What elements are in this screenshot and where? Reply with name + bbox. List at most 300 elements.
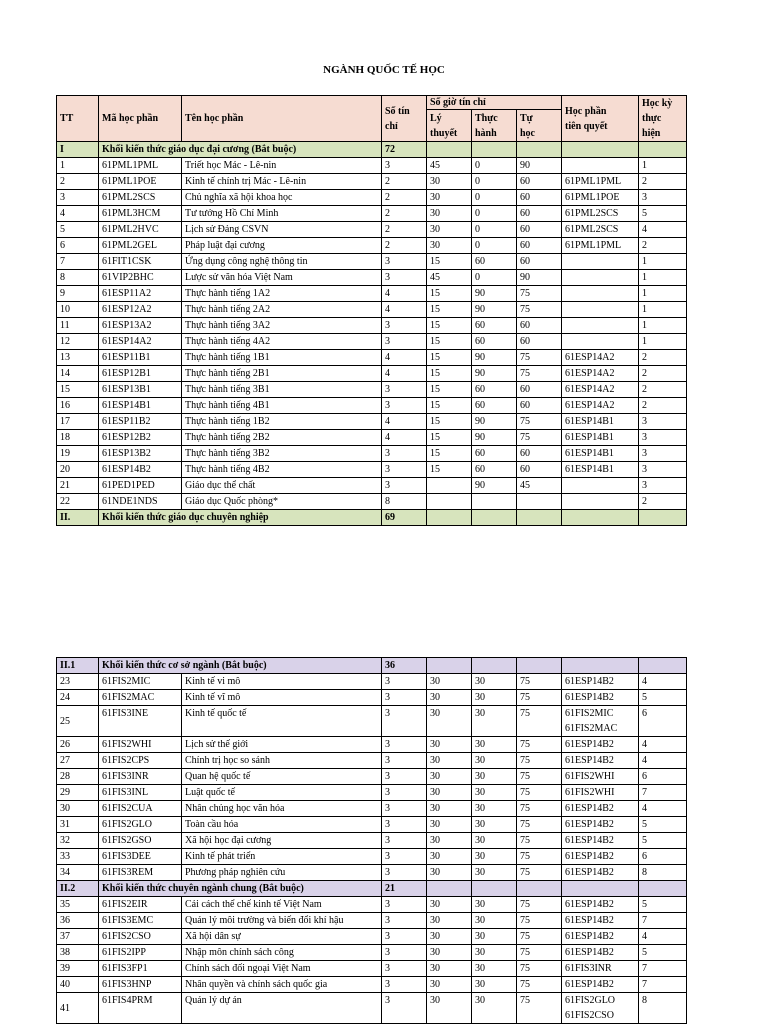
course-semester: 3 xyxy=(639,446,687,462)
course-semester: 8 xyxy=(639,865,687,881)
course-practice-hours: 30 xyxy=(472,993,517,1024)
course-semester: 7 xyxy=(639,913,687,929)
course-prerequisite: 61PML1PML xyxy=(562,238,639,254)
course-row xyxy=(57,706,687,737)
course-credits: 3 xyxy=(382,737,427,753)
course-theory-hours: 30 xyxy=(427,865,472,881)
course-row xyxy=(57,206,687,222)
course-row xyxy=(57,785,687,801)
course-theory-hours: 15 xyxy=(427,254,472,270)
course-index: 20 xyxy=(57,462,99,478)
course-theory-hours: 30 xyxy=(427,753,472,769)
course-prerequisite: 61FIS2WHI xyxy=(562,769,639,785)
curriculum-table-general xyxy=(56,95,687,526)
course-index: 18 xyxy=(57,430,99,446)
header-theory-line1: Lý xyxy=(430,112,442,124)
course-semester: 6 xyxy=(639,849,687,865)
course-prerequisite xyxy=(562,270,639,286)
course-name: Thực hành tiếng 4B1 xyxy=(182,398,382,414)
course-semester: 3 xyxy=(639,190,687,206)
course-practice-hours: 0 xyxy=(472,174,517,190)
course-semester: 2 xyxy=(639,398,687,414)
course-credits: 3 xyxy=(382,993,427,1024)
course-index: 25 xyxy=(57,706,99,737)
course-row xyxy=(57,190,687,206)
course-practice-hours: 30 xyxy=(472,945,517,961)
course-self-study-hours: 75 xyxy=(517,674,562,690)
empty-cell xyxy=(517,658,562,674)
course-prerequisite xyxy=(562,478,639,494)
course-name: Giáo dục thể chất xyxy=(182,478,382,494)
course-prerequisite: 61ESP14B2 xyxy=(562,897,639,913)
course-code: 61FIS2CUA xyxy=(99,801,182,817)
course-name: Chủ nghĩa xã hội khoa học xyxy=(182,190,382,206)
course-row xyxy=(57,414,687,430)
course-credits: 3 xyxy=(382,801,427,817)
course-index: 12 xyxy=(57,334,99,350)
course-row xyxy=(57,945,687,961)
course-self-study-hours: 75 xyxy=(517,929,562,945)
course-index: 35 xyxy=(57,897,99,913)
course-index: 41 xyxy=(57,993,99,1024)
course-theory-hours: 15 xyxy=(427,382,472,398)
course-code: 61ESP13B1 xyxy=(99,382,182,398)
course-semester: 1 xyxy=(639,158,687,174)
empty-cell xyxy=(517,142,562,158)
course-code: 61PML1PML xyxy=(99,158,182,174)
header-theory xyxy=(427,110,472,142)
header-semester xyxy=(639,96,687,142)
course-prerequisite: 61ESP14B2 xyxy=(562,945,639,961)
course-index: 31 xyxy=(57,817,99,833)
course-row xyxy=(57,849,687,865)
course-self-study-hours: 75 xyxy=(517,706,562,737)
course-theory-hours xyxy=(427,494,472,510)
empty-cell xyxy=(562,142,639,158)
course-practice-hours: 60 xyxy=(472,334,517,350)
course-semester: 1 xyxy=(639,318,687,334)
course-row xyxy=(57,817,687,833)
course-self-study-hours: 45 xyxy=(517,478,562,494)
course-semester: 1 xyxy=(639,302,687,318)
header-practice-line2: hành xyxy=(475,127,497,139)
course-self-study-hours: 75 xyxy=(517,690,562,706)
course-code: 61FIS2IPP xyxy=(99,945,182,961)
course-code: 61PED1PED xyxy=(99,478,182,494)
header-course-name: Tên học phần xyxy=(182,96,382,142)
course-name: Xã hội học đại cương xyxy=(182,833,382,849)
course-name: Thực hành tiếng 2A2 xyxy=(182,302,382,318)
course-self-study-hours: 75 xyxy=(517,350,562,366)
course-theory-hours: 30 xyxy=(427,801,472,817)
course-index: 29 xyxy=(57,785,99,801)
course-name: Thực hành tiếng 1B2 xyxy=(182,414,382,430)
course-name: Lịch sử Đảng CSVN xyxy=(182,222,382,238)
course-self-study-hours: 75 xyxy=(517,817,562,833)
course-code: 61PML2SCS xyxy=(99,190,182,206)
course-practice-hours: 90 xyxy=(472,430,517,446)
course-self-study-hours: 75 xyxy=(517,993,562,1024)
course-name: Kinh tế vĩ mô xyxy=(182,690,382,706)
course-theory-hours: 15 xyxy=(427,350,472,366)
course-index: 14 xyxy=(57,366,99,382)
course-practice-hours: 30 xyxy=(472,865,517,881)
course-code: 61FIS3EMC xyxy=(99,913,182,929)
course-name: Nhân quyền và chính sách quốc gia xyxy=(182,977,382,993)
course-self-study-hours: 60 xyxy=(517,254,562,270)
course-code: 61PML3HCM xyxy=(99,206,182,222)
course-self-study-hours: 75 xyxy=(517,833,562,849)
course-semester: 5 xyxy=(639,206,687,222)
course-semester: 4 xyxy=(639,929,687,945)
prerequisite-item: 61FIS2MIC xyxy=(565,708,614,719)
course-credits: 3 xyxy=(382,254,427,270)
section-number: I xyxy=(57,142,99,158)
course-semester: 7 xyxy=(639,785,687,801)
course-row xyxy=(57,302,687,318)
course-semester: 7 xyxy=(639,977,687,993)
course-code: 61NDE1NDS xyxy=(99,494,182,510)
course-practice-hours: 30 xyxy=(472,913,517,929)
header-tt: TT xyxy=(57,96,99,142)
course-index: 15 xyxy=(57,382,99,398)
course-semester: 2 xyxy=(639,174,687,190)
course-theory-hours: 30 xyxy=(427,737,472,753)
header-credit-hours: Số giờ tín chỉ xyxy=(427,96,562,110)
course-practice-hours: 60 xyxy=(472,382,517,398)
course-name: Pháp luật đại cương xyxy=(182,238,382,254)
curriculum-table-professional xyxy=(56,657,687,1024)
course-credits: 2 xyxy=(382,222,427,238)
header-semester-line3: hiện xyxy=(642,128,661,139)
course-prerequisite: 61ESP14B2 xyxy=(562,817,639,833)
course-theory-hours: 30 xyxy=(427,833,472,849)
course-credits: 3 xyxy=(382,382,427,398)
course-code: 61PML1POE xyxy=(99,174,182,190)
course-self-study-hours: 60 xyxy=(517,238,562,254)
header-theory-line2: thuyết xyxy=(430,127,458,139)
course-theory-hours: 15 xyxy=(427,414,472,430)
course-name: Toàn cầu hóa xyxy=(182,817,382,833)
course-theory-hours: 30 xyxy=(427,913,472,929)
section-number: II.2 xyxy=(57,881,99,897)
empty-cell xyxy=(472,658,517,674)
course-code: 61FIT1CSK xyxy=(99,254,182,270)
course-prerequisite xyxy=(562,334,639,350)
course-practice-hours: 60 xyxy=(472,398,517,414)
course-index: 26 xyxy=(57,737,99,753)
course-code: 61FIS2CPS xyxy=(99,753,182,769)
course-credits: 3 xyxy=(382,945,427,961)
course-prerequisite: 61PML2SCS xyxy=(562,222,639,238)
empty-cell xyxy=(427,510,472,526)
empty-cell xyxy=(562,881,639,897)
course-practice-hours: 30 xyxy=(472,785,517,801)
course-name: Lịch sử thế giới xyxy=(182,737,382,753)
course-name: Kinh tế chính trị Mác - Lê-nin xyxy=(182,174,382,190)
course-credits: 3 xyxy=(382,318,427,334)
course-prerequisite: 61ESP14B2 xyxy=(562,690,639,706)
course-practice-hours: 90 xyxy=(472,366,517,382)
course-prerequisite: 61ESP14B2 xyxy=(562,849,639,865)
course-credits: 3 xyxy=(382,674,427,690)
course-theory-hours: 30 xyxy=(427,674,472,690)
course-index: 1 xyxy=(57,158,99,174)
course-prerequisite: 61ESP14A2 xyxy=(562,366,639,382)
course-practice-hours: 90 xyxy=(472,350,517,366)
section-row xyxy=(57,142,687,158)
course-index: 23 xyxy=(57,674,99,690)
course-credits: 3 xyxy=(382,961,427,977)
course-index: 34 xyxy=(57,865,99,881)
course-self-study-hours: 75 xyxy=(517,286,562,302)
course-practice-hours: 30 xyxy=(472,737,517,753)
course-theory-hours: 30 xyxy=(427,222,472,238)
course-theory-hours: 30 xyxy=(427,929,472,945)
course-practice-hours: 60 xyxy=(472,462,517,478)
course-row xyxy=(57,366,687,382)
course-semester: 6 xyxy=(639,706,687,737)
course-practice-hours: 30 xyxy=(472,961,517,977)
course-name: Kinh tế phát triển xyxy=(182,849,382,865)
course-row xyxy=(57,769,687,785)
course-theory-hours: 15 xyxy=(427,446,472,462)
course-index: 19 xyxy=(57,446,99,462)
course-index: 32 xyxy=(57,833,99,849)
course-prerequisite: 61ESP14B2 xyxy=(562,737,639,753)
course-practice-hours: 30 xyxy=(472,706,517,737)
course-code: 61PML2HVC xyxy=(99,222,182,238)
course-theory-hours: 15 xyxy=(427,430,472,446)
course-credits: 3 xyxy=(382,478,427,494)
course-prerequisite: 61ESP14B1 xyxy=(562,462,639,478)
course-practice-hours: 0 xyxy=(472,206,517,222)
course-credits: 2 xyxy=(382,190,427,206)
course-semester: 5 xyxy=(639,817,687,833)
header-practice xyxy=(472,110,517,142)
prerequisite-item: 61FIS2CSO xyxy=(565,1010,614,1021)
course-theory-hours: 30 xyxy=(427,238,472,254)
course-row xyxy=(57,398,687,414)
course-prerequisite: 61ESP14B2 xyxy=(562,929,639,945)
course-self-study-hours: 75 xyxy=(517,977,562,993)
course-row xyxy=(57,833,687,849)
course-semester: 2 xyxy=(639,366,687,382)
header-prerequisite xyxy=(562,96,639,142)
section-title: Khối kiến thức giáo dục đại cương (Bắt buộc) xyxy=(99,142,382,158)
course-semester: 4 xyxy=(639,753,687,769)
course-theory-hours: 15 xyxy=(427,286,472,302)
course-practice-hours: 0 xyxy=(472,222,517,238)
course-row xyxy=(57,350,687,366)
course-self-study-hours: 60 xyxy=(517,446,562,462)
course-code: 61FIS3INL xyxy=(99,785,182,801)
table-header-row xyxy=(57,96,687,110)
course-index: 24 xyxy=(57,690,99,706)
course-index: 37 xyxy=(57,929,99,945)
course-name: Thực hành tiếng 2B1 xyxy=(182,366,382,382)
course-practice-hours: 30 xyxy=(472,769,517,785)
course-practice-hours: 90 xyxy=(472,302,517,318)
empty-cell xyxy=(639,658,687,674)
course-theory-hours: 15 xyxy=(427,334,472,350)
course-code: 61ESP11B2 xyxy=(99,414,182,430)
course-code: 61ESP14A2 xyxy=(99,334,182,350)
course-credits: 3 xyxy=(382,158,427,174)
course-credits: 3 xyxy=(382,785,427,801)
course-name: Nhân chủng học văn hóa xyxy=(182,801,382,817)
course-index: 28 xyxy=(57,769,99,785)
course-name: Tư tưởng Hồ Chí Minh xyxy=(182,206,382,222)
course-prerequisite: 61ESP14B1 xyxy=(562,430,639,446)
course-self-study-hours: 75 xyxy=(517,865,562,881)
course-theory-hours: 30 xyxy=(427,897,472,913)
course-code: 61FIS3DEE xyxy=(99,849,182,865)
course-index: 39 xyxy=(57,961,99,977)
course-credits: 8 xyxy=(382,494,427,510)
course-code: 61FIS2EIR xyxy=(99,897,182,913)
course-name: Thực hành tiếng 1A2 xyxy=(182,286,382,302)
course-code: 61FIS2CSO xyxy=(99,929,182,945)
course-name: Thực hành tiếng 3B1 xyxy=(182,382,382,398)
course-index: 8 xyxy=(57,270,99,286)
course-semester: 1 xyxy=(639,334,687,350)
course-name: Triết học Mác - Lê-nin xyxy=(182,158,382,174)
course-credits: 3 xyxy=(382,897,427,913)
header-prereq-line2: tiên quyết xyxy=(565,120,608,132)
course-code: 61PML2GEL xyxy=(99,238,182,254)
course-semester: 6 xyxy=(639,769,687,785)
course-self-study-hours: 60 xyxy=(517,174,562,190)
section-credits: 69 xyxy=(382,510,427,526)
course-code: 61FIS4PRM xyxy=(99,993,182,1024)
course-code: 61FIS2GLO xyxy=(99,817,182,833)
section-credits: 21 xyxy=(382,881,427,897)
course-credits: 2 xyxy=(382,206,427,222)
course-name: Quan hệ quốc tế xyxy=(182,769,382,785)
empty-cell xyxy=(472,510,517,526)
course-code: 61ESP13B2 xyxy=(99,446,182,462)
course-index: 4 xyxy=(57,206,99,222)
course-practice-hours: 60 xyxy=(472,446,517,462)
course-self-study-hours: 75 xyxy=(517,430,562,446)
course-row xyxy=(57,674,687,690)
course-index: 9 xyxy=(57,286,99,302)
course-theory-hours: 30 xyxy=(427,706,472,737)
course-name: Thực hành tiếng 2B2 xyxy=(182,430,382,446)
course-index: 30 xyxy=(57,801,99,817)
course-credits: 3 xyxy=(382,270,427,286)
course-row xyxy=(57,478,687,494)
course-code: 61FIS2MAC xyxy=(99,690,182,706)
course-code: 61FIS2GSO xyxy=(99,833,182,849)
empty-cell xyxy=(562,658,639,674)
course-theory-hours: 30 xyxy=(427,174,472,190)
course-theory-hours: 30 xyxy=(427,190,472,206)
course-row xyxy=(57,801,687,817)
course-name: Chính trị học so sánh xyxy=(182,753,382,769)
course-semester: 4 xyxy=(639,801,687,817)
course-name: Kinh tế quốc tế xyxy=(182,706,382,737)
course-self-study-hours: 75 xyxy=(517,785,562,801)
course-credits: 3 xyxy=(382,849,427,865)
course-theory-hours xyxy=(427,478,472,494)
course-self-study-hours: 75 xyxy=(517,302,562,318)
course-index: 11 xyxy=(57,318,99,334)
course-code: 61VIP2BHC xyxy=(99,270,182,286)
course-index: 22 xyxy=(57,494,99,510)
course-practice-hours: 30 xyxy=(472,849,517,865)
course-code: 61ESP12B1 xyxy=(99,366,182,382)
course-row xyxy=(57,254,687,270)
course-credits: 3 xyxy=(382,833,427,849)
course-prerequisite: 61PML1POE xyxy=(562,190,639,206)
course-semester: 2 xyxy=(639,494,687,510)
course-name: Thực hành tiếng 1B1 xyxy=(182,350,382,366)
empty-cell xyxy=(639,142,687,158)
course-semester: 4 xyxy=(639,737,687,753)
course-semester: 5 xyxy=(639,690,687,706)
course-prerequisite: 61ESP14B2 xyxy=(562,865,639,881)
course-practice-hours: 30 xyxy=(472,977,517,993)
course-row xyxy=(57,382,687,398)
course-row xyxy=(57,993,687,1024)
course-self-study-hours: 75 xyxy=(517,737,562,753)
course-theory-hours: 30 xyxy=(427,690,472,706)
course-prerequisite: 61ESP14B1 xyxy=(562,414,639,430)
course-credits: 3 xyxy=(382,753,427,769)
course-credits: 3 xyxy=(382,929,427,945)
course-theory-hours: 30 xyxy=(427,785,472,801)
course-name: Xã hội dân sự xyxy=(182,929,382,945)
header-semester-line2: thực xyxy=(642,113,662,124)
course-credits: 3 xyxy=(382,913,427,929)
course-name: Nhập môn chính sách công xyxy=(182,945,382,961)
course-name: Luật quốc tế xyxy=(182,785,382,801)
course-row xyxy=(57,961,687,977)
course-name: Quản lý dự án xyxy=(182,993,382,1024)
course-prerequisite xyxy=(562,158,639,174)
course-practice-hours: 0 xyxy=(472,270,517,286)
course-practice-hours: 0 xyxy=(472,190,517,206)
course-index: 13 xyxy=(57,350,99,366)
course-row xyxy=(57,913,687,929)
course-name: Kinh tế vi mô xyxy=(182,674,382,690)
course-code: 61ESP12B2 xyxy=(99,430,182,446)
course-self-study-hours: 75 xyxy=(517,366,562,382)
course-index: 36 xyxy=(57,913,99,929)
course-practice-hours: 0 xyxy=(472,238,517,254)
course-index: 2 xyxy=(57,174,99,190)
course-self-study-hours: 90 xyxy=(517,158,562,174)
course-semester: 3 xyxy=(639,414,687,430)
course-prerequisite xyxy=(562,302,639,318)
course-credits: 3 xyxy=(382,706,427,737)
course-practice-hours: 30 xyxy=(472,753,517,769)
course-code: 61ESP11A2 xyxy=(99,286,182,302)
course-index: 40 xyxy=(57,977,99,993)
course-self-study-hours: 75 xyxy=(517,414,562,430)
course-practice-hours: 0 xyxy=(472,158,517,174)
course-self-study-hours: 60 xyxy=(517,222,562,238)
course-semester: 2 xyxy=(639,382,687,398)
course-semester: 5 xyxy=(639,833,687,849)
course-self-study-hours: 75 xyxy=(517,913,562,929)
prerequisite-item: 61FIS2MAC xyxy=(565,723,618,734)
course-theory-hours: 15 xyxy=(427,366,472,382)
course-prerequisite xyxy=(562,993,639,1024)
course-self-study-hours: 60 xyxy=(517,334,562,350)
